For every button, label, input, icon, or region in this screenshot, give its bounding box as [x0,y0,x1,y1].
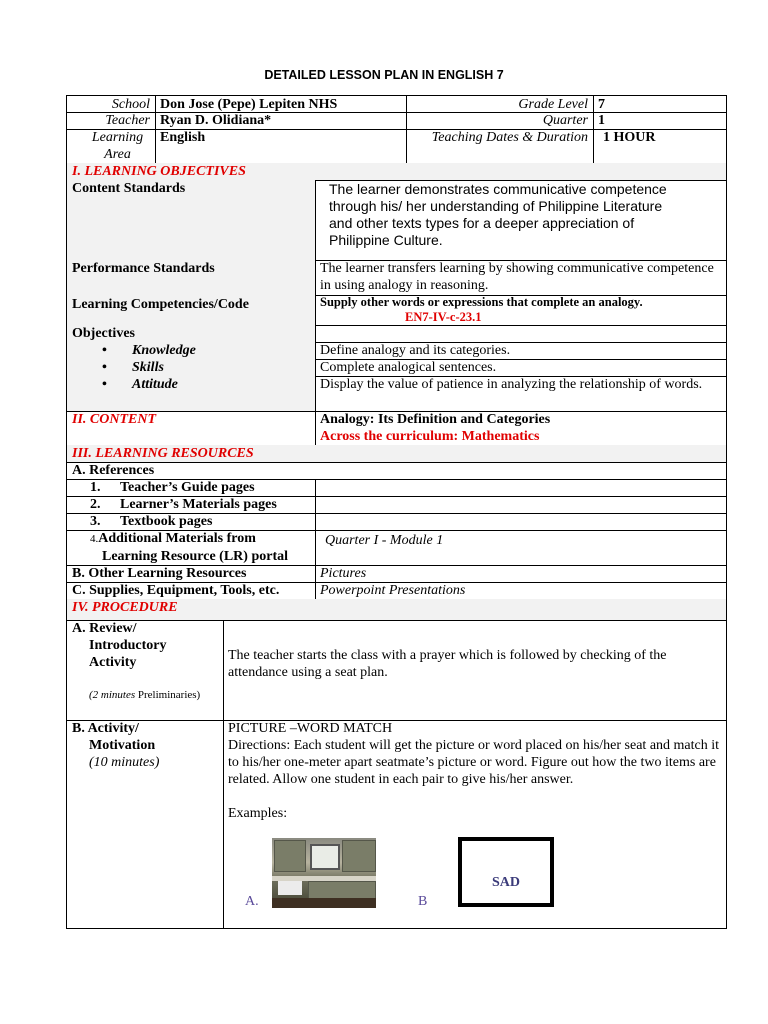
competencies-label: Learning Competencies/Code [66,295,316,326]
textbook-text: Textbook pages [120,514,213,529]
competencies-value [315,295,727,326]
objectives-empty [315,325,727,343]
content-integration: Across the curriculum: Mathematics [320,429,540,444]
teaching-dates-label: Teaching Dates & Duration [406,129,594,164]
example-b-label: B [418,894,428,909]
section-procedure: IV. PROCEDURE [66,599,727,621]
review-time-minutes: (2 minutes [89,689,136,701]
grade-value: 7 [593,95,727,113]
bullet-icon: • [102,377,107,392]
section-learning-resources: III. LEARNING RESOURCES [66,445,727,463]
school-value: Don Jose (Pepe) Lepiten NHS [155,95,407,113]
teacher-value: Ryan D. Olidiana* [155,112,407,130]
objectives-label: Objectives [66,325,316,343]
review-value: The teacher starts the class with a prayer which is followed by checking of the attendance using a seat plan. [223,620,727,721]
additional-materials-label [66,530,316,566]
content-standards-line: and other texts types for a deeper appreciation of [329,215,635,231]
learners-materials-value [315,496,727,514]
review-label-line2: Introductory [89,638,167,653]
cabinet-shape [308,881,376,899]
content-standards-label: Content Standards [66,180,316,261]
skills-label [66,359,316,377]
learners-materials-label [66,496,316,514]
attitude-label [66,376,316,412]
teachers-guide-value [315,479,727,497]
textbook-label [66,513,316,531]
additional-materials-text-2: Learning Resource (LR) portal [102,549,288,564]
example-a-label: A. [245,894,259,909]
teachers-guide-text: Teacher’s Guide pages [120,480,255,495]
references-label: A. References [66,462,727,480]
knowledge-label [66,342,316,360]
school-label: School [66,95,156,113]
content-standards-line: through his/ her understanding of Philippine Literature [329,198,663,214]
learning-area-label-line2: Area [104,147,131,162]
grade-label: Grade Level [406,95,594,113]
kitchen-picture [272,838,376,908]
section-learning-objectives: I. LEARNING OBJECTIVES [66,163,727,181]
activity-label-line1: B. Activity/ [72,721,139,736]
item-number: 3. [90,514,101,529]
knowledge-value: Define analogy and its categories. [315,342,727,360]
activity-time: (10 minutes) [89,755,160,770]
quarter-label: Quarter [406,112,594,130]
other-resources-value: Pictures [315,565,727,583]
learning-area-label [66,129,156,164]
skills-value: Complete analogical sentences. [315,359,727,377]
attitude-value: Display the value of patience in analyzing the relationship of words. [315,376,727,412]
sink-shape [278,881,302,895]
learning-area-label-line1: Learning [91,130,144,145]
floor-shape [272,898,376,908]
performance-standards-label: Performance Standards [66,260,316,296]
teacher-label: Teacher [66,112,156,130]
content-value [315,411,727,446]
window-shape [310,844,340,870]
competencies-code: EN7-IV-c-23.1 [405,310,482,324]
performance-standards-value: The learner transfers learning by showing communicative competence in using analogy in reasoning. [315,260,727,296]
review-label-line1: A. Review/ [72,621,137,636]
activity-title: PICTURE –WORD MATCH [228,721,393,736]
knowledge-label-text: Knowledge [132,343,196,358]
content-standards-line: The learner demonstrates communicative competence [329,181,667,197]
sad-word-card: SAD [458,837,554,907]
activity-label [66,720,224,929]
review-label-line3: Activity [89,655,137,670]
content-standards-line: Philippine Culture. [329,232,443,248]
learners-materials-text: Learner’s Materials pages [120,497,277,512]
item-number: 2. [90,497,101,512]
examples-label: Examples: [228,806,288,821]
cabinet-shape [342,840,376,872]
review-time-rest: Preliminaries) [135,689,201,701]
teachers-guide-label [66,479,316,497]
lesson-plan [66,95,727,929]
additional-materials-text-1: Additional Materials from [98,531,256,546]
attitude-label-text: Attitude [132,377,178,392]
bullet-icon: • [102,343,107,358]
supplies-label: C. Supplies, Equipment, Tools, etc. [66,582,316,600]
review-label [66,620,224,721]
quarter-value: 1 [593,112,727,130]
bullet-icon: • [102,360,107,375]
item-number: 1. [90,480,101,495]
item-number: 4. [90,533,99,545]
other-resources-label: B. Other Learning Resources [66,565,316,583]
document-title: DETAILED LESSON PLAN IN ENGLISH 7 [264,68,504,82]
competencies-text: Supply other words or expressions that complete an analogy. [320,295,643,309]
section-content: II. CONTENT [66,411,316,446]
additional-materials-value: Quarter I - Module 1 [315,530,727,566]
learning-area-value: English [155,129,407,164]
activity-label-line2: Motivation [89,738,156,753]
activity-directions: Directions: Each student will get the picture or word placed on his/her seat and match it to his/her one-meter apart seatmate’s picture or word. Figure out how the two items are related. Allow one student in each pair to give his/her answer. [228,738,720,787]
content-standards-value [315,180,727,261]
teaching-dates-value: 1 HOUR [593,129,727,164]
review-time [72,687,218,704]
supplies-value: Powerpoint Presentations [315,582,727,600]
content-topic: Analogy: Its Definition and Categories [320,412,551,427]
skills-label-text: Skills [132,360,164,375]
textbook-value [315,513,727,531]
cabinet-shape [274,840,306,872]
